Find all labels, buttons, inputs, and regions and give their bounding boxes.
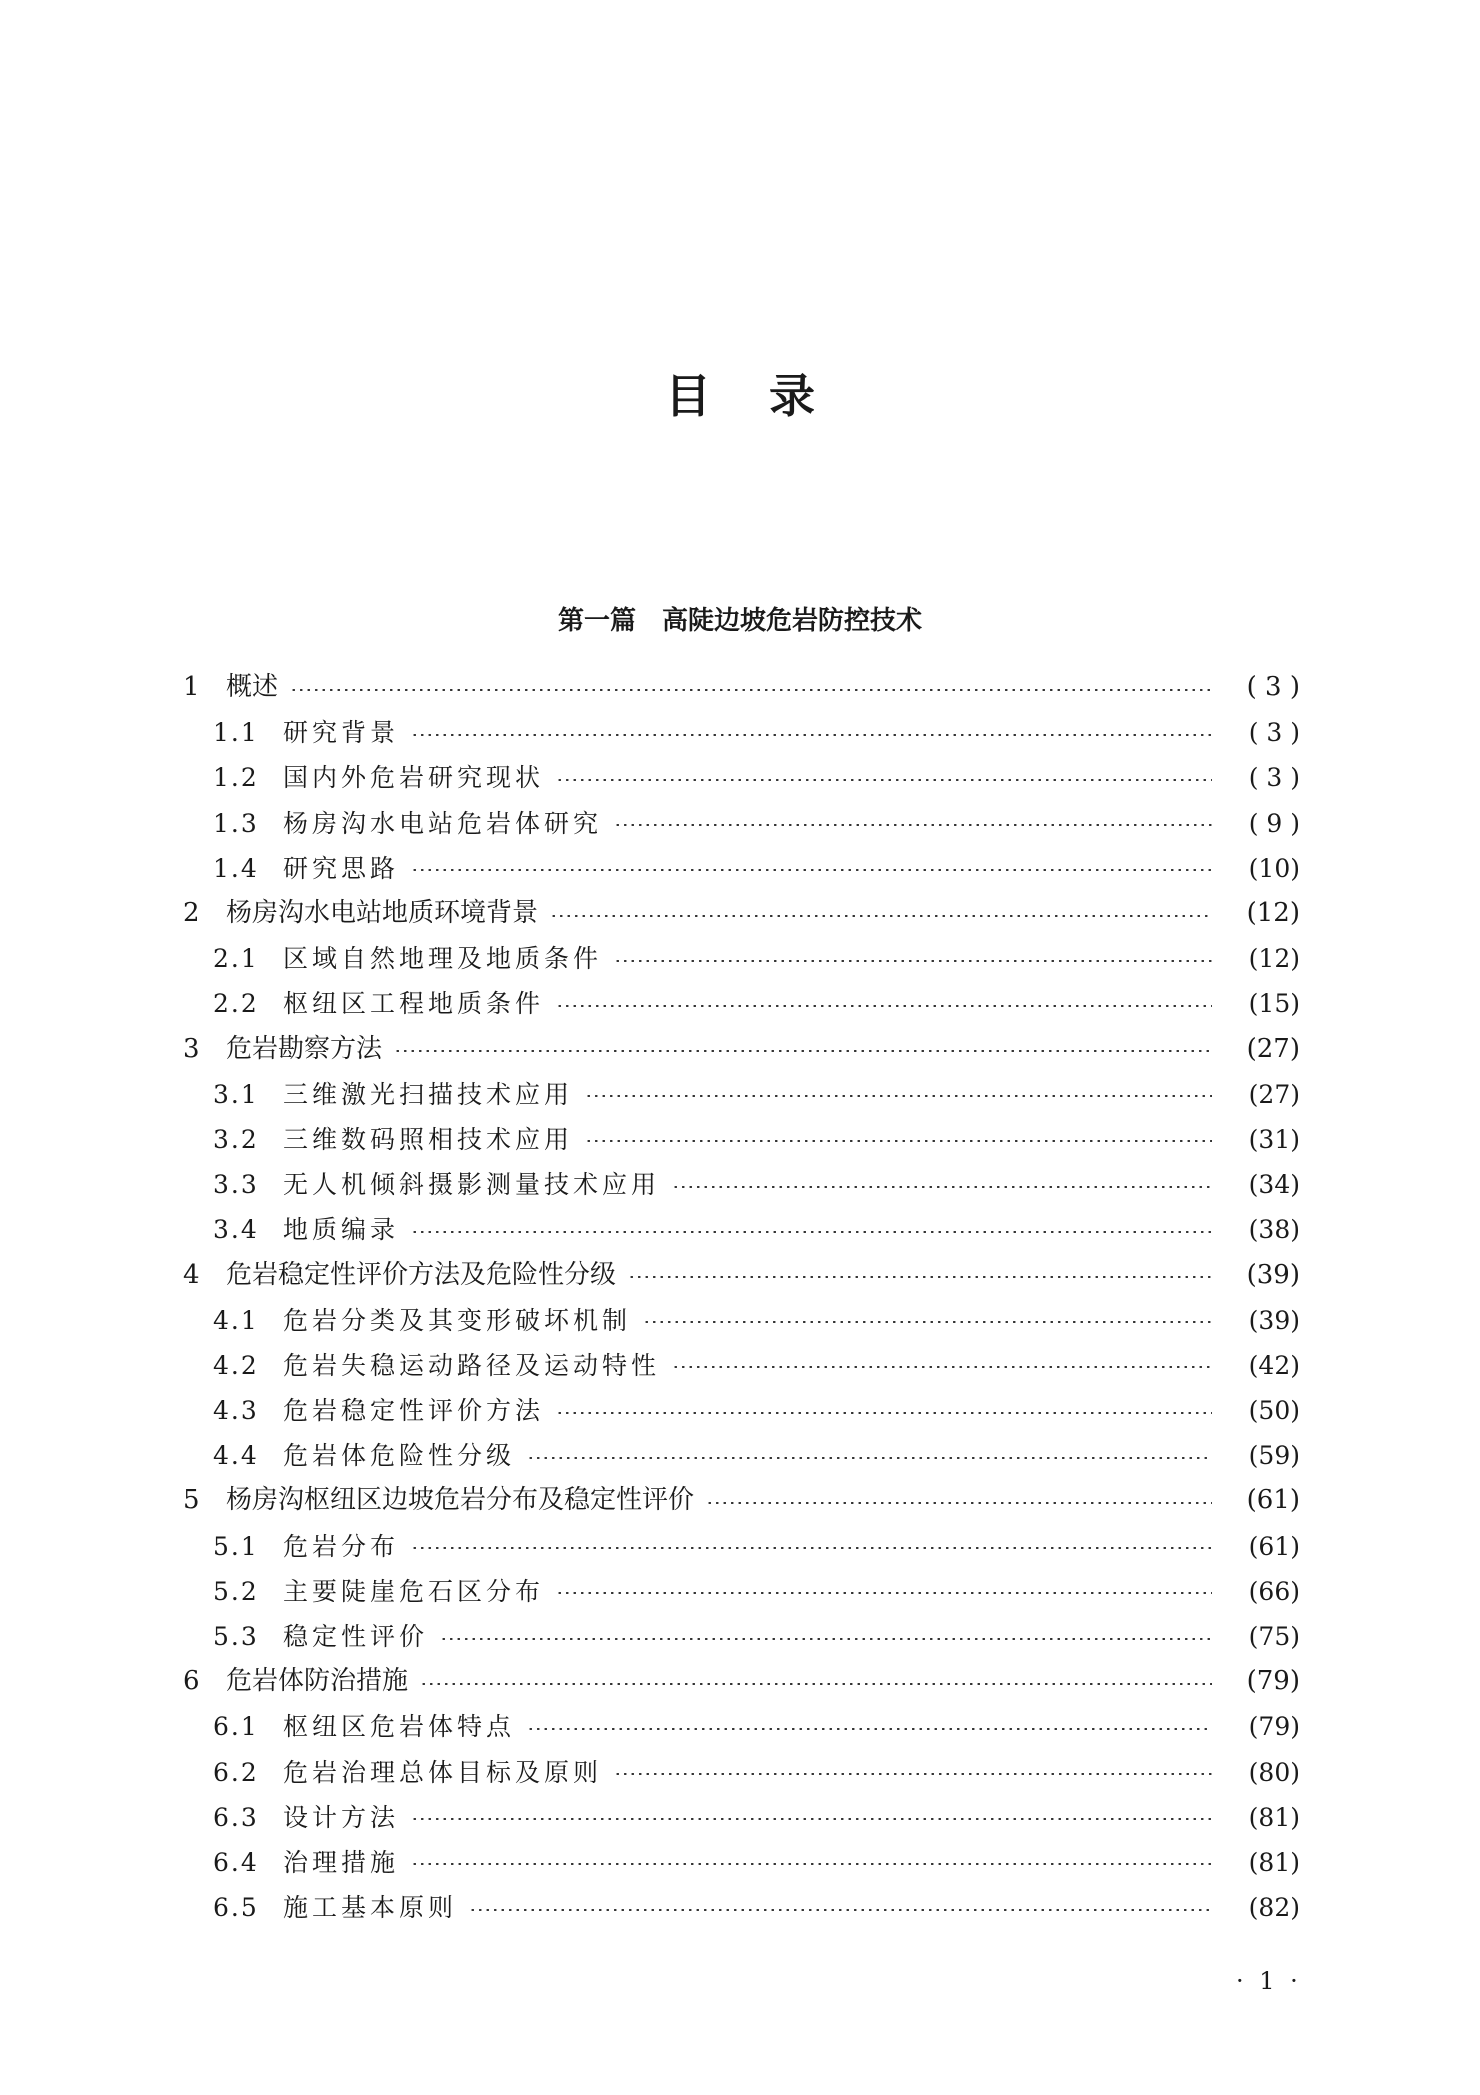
toc-dot-leader xyxy=(556,1005,1212,1007)
toc-entry-number: 3.2 xyxy=(213,1124,259,1154)
toc-entry-number: 4.1 xyxy=(213,1305,259,1335)
toc-section-entry[interactable] xyxy=(183,1569,1300,1614)
toc-entry-title: 地质编录 xyxy=(283,1215,400,1245)
toc-entry-number: 3.1 xyxy=(213,1079,259,1109)
toc-section-entry[interactable] xyxy=(183,1117,1300,1162)
toc-entry-number: 3.4 xyxy=(213,1215,259,1245)
toc-entry-title: 危岩勘察方法 xyxy=(226,1033,383,1064)
toc-entry-page: (10) xyxy=(1248,853,1300,883)
toc-entry-title: 危岩稳定性评价方法及危险性分级 xyxy=(226,1259,617,1290)
toc-section-entry[interactable] xyxy=(183,755,1300,800)
toc-section-entry[interactable] xyxy=(183,1298,1300,1343)
toc-entry-title: 枢纽区危岩体特点 xyxy=(283,1712,516,1742)
toc-entry-title: 三维数码照相技术应用 xyxy=(283,1124,574,1154)
toc-entry-title: 稳定性评价 xyxy=(283,1622,429,1652)
toc-section-entry[interactable] xyxy=(183,1072,1300,1117)
toc-section-entry[interactable] xyxy=(183,1614,1300,1659)
toc-section-entry[interactable] xyxy=(183,1343,1300,1388)
toc-section-entry[interactable] xyxy=(183,801,1300,846)
toc-entry-page: (79) xyxy=(1246,1666,1300,1697)
toc-dot-leader xyxy=(706,1502,1212,1504)
toc-entry-page: (39) xyxy=(1248,1305,1300,1335)
toc-entry-title: 概述 xyxy=(226,672,279,703)
toc-entry-title: 杨房沟枢纽区边坡危岩分布及稳定性评价 xyxy=(226,1485,695,1516)
toc-entry-page: (42) xyxy=(1248,1350,1300,1380)
toc-dot-leader xyxy=(440,1638,1212,1640)
toc-section-entry[interactable] xyxy=(183,981,1300,1026)
toc-dot-leader xyxy=(411,1863,1212,1865)
toc-entry-title: 主要陡崖危石区分布 xyxy=(283,1576,545,1606)
toc-entry-title: 研究思路 xyxy=(283,853,400,883)
toc-dot-leader xyxy=(550,915,1212,917)
toc-entry-number: 4.2 xyxy=(213,1350,259,1380)
toc-dot-leader xyxy=(527,1457,1212,1459)
toc-chapter-entry[interactable] xyxy=(183,1027,1300,1072)
toc-entry-number: 5.1 xyxy=(213,1531,259,1561)
toc-dot-leader xyxy=(556,1592,1212,1594)
toc-chapter-entry[interactable] xyxy=(183,1252,1300,1297)
toc-dot-leader xyxy=(394,1050,1212,1052)
toc-entry-number: 2.1 xyxy=(213,944,259,974)
toc-entry-title: 施工基本原则 xyxy=(283,1893,458,1923)
toc-dot-leader xyxy=(411,1547,1212,1549)
toc-entry-title: 危岩分类及其变形破坏机制 xyxy=(283,1305,632,1335)
toc-entry-title: 危岩分布 xyxy=(283,1531,400,1561)
toc-section-entry[interactable] xyxy=(183,1524,1300,1569)
toc-dot-leader xyxy=(614,1773,1212,1775)
toc-dot-leader xyxy=(556,1412,1212,1414)
toc-entry-page: (12) xyxy=(1246,898,1300,929)
toc-entry-page: ( 3 ) xyxy=(1248,718,1300,748)
toc-section-entry[interactable] xyxy=(183,1207,1300,1252)
toc-entry-page: (81) xyxy=(1248,1802,1300,1832)
toc-dot-leader xyxy=(614,960,1212,962)
toc-entry-number: 1.3 xyxy=(213,808,259,838)
toc-entry-page: (27) xyxy=(1246,1033,1300,1064)
toc-entry-title: 研究背景 xyxy=(283,718,400,748)
toc-dot-leader xyxy=(420,1683,1212,1685)
toc-entry-page: (38) xyxy=(1248,1215,1300,1245)
toc-section-entry[interactable] xyxy=(183,710,1300,755)
toc-entry-number: 3.3 xyxy=(213,1170,259,1200)
toc-entry-page: (59) xyxy=(1248,1441,1300,1471)
toc-entry-title: 国内外危岩研究现状 xyxy=(283,763,545,793)
toc-chapter-entry[interactable] xyxy=(183,1478,1300,1523)
toc-section-entry[interactable] xyxy=(183,1795,1300,1840)
toc-entry-number: 4 xyxy=(183,1259,200,1290)
table-of-contents xyxy=(183,665,1300,1930)
toc-dot-leader xyxy=(672,1366,1212,1368)
toc-dot-leader xyxy=(628,1276,1212,1278)
toc-section-entry[interactable] xyxy=(183,1840,1300,1885)
toc-section-entry[interactable] xyxy=(183,846,1300,891)
toc-dot-leader xyxy=(585,1095,1212,1097)
toc-entry-number: 3 xyxy=(183,1033,200,1064)
toc-chapter-entry[interactable] xyxy=(183,1659,1300,1704)
toc-entry-page: ( 9 ) xyxy=(1248,808,1300,838)
toc-entry-number: 5 xyxy=(183,1485,200,1516)
toc-entry-page: (39) xyxy=(1246,1259,1300,1290)
toc-entry-page: (81) xyxy=(1248,1847,1300,1877)
toc-entry-number: 6 xyxy=(183,1666,200,1697)
toc-entry-page: ( 3 ) xyxy=(1246,672,1300,703)
toc-dot-leader xyxy=(643,1321,1212,1323)
toc-entry-number: 6.2 xyxy=(213,1757,259,1787)
page-number: · 1 · xyxy=(1236,1967,1302,1995)
toc-entry-page: (79) xyxy=(1248,1712,1300,1742)
toc-entry-number: 1.2 xyxy=(213,763,259,793)
toc-dot-leader xyxy=(614,824,1212,826)
toc-entry-title: 三维激光扫描技术应用 xyxy=(283,1079,574,1109)
toc-dot-leader xyxy=(290,689,1212,691)
toc-entry-number: 4.4 xyxy=(213,1441,259,1471)
toc-entry-page: (34) xyxy=(1248,1170,1300,1200)
toc-chapter-entry[interactable] xyxy=(183,665,1300,710)
toc-entry-page: ( 3 ) xyxy=(1248,763,1300,793)
toc-entry-number: 2 xyxy=(183,898,200,929)
toc-entry-number: 6.4 xyxy=(213,1847,259,1877)
toc-entry-number: 6.3 xyxy=(213,1802,259,1832)
toc-dot-leader xyxy=(556,779,1212,781)
toc-entry-page: (66) xyxy=(1248,1576,1300,1606)
toc-section-entry[interactable] xyxy=(183,936,1300,981)
toc-entry-number: 5.3 xyxy=(213,1622,259,1652)
toc-chapter-entry[interactable] xyxy=(183,891,1300,936)
toc-section-entry[interactable] xyxy=(183,1704,1300,1749)
toc-entry-page: (75) xyxy=(1248,1622,1300,1652)
toc-entry-number: 2.2 xyxy=(213,989,259,1019)
toc-entry-page: (82) xyxy=(1248,1893,1300,1923)
toc-dot-leader xyxy=(585,1140,1212,1142)
toc-entry-page: (80) xyxy=(1248,1757,1300,1787)
toc-dot-leader xyxy=(411,1818,1212,1820)
toc-entry-page: (61) xyxy=(1246,1485,1300,1516)
toc-entry-title: 危岩稳定性评价方法 xyxy=(283,1396,545,1426)
toc-entry-title: 杨房沟水电站地质环境背景 xyxy=(226,898,539,929)
toc-section-entry[interactable] xyxy=(183,1885,1300,1930)
toc-entry-title: 治理措施 xyxy=(283,1847,400,1877)
toc-entry-number: 1.4 xyxy=(213,853,259,883)
toc-entry-page: (27) xyxy=(1248,1079,1300,1109)
toc-entry-title: 设计方法 xyxy=(283,1802,400,1832)
page-title: 目录 xyxy=(665,369,873,423)
toc-entry-title: 区域自然地理及地质条件 xyxy=(283,944,603,974)
toc-entry-page: (50) xyxy=(1248,1396,1300,1426)
toc-entry-title: 杨房沟水电站危岩体研究 xyxy=(283,808,603,838)
toc-entry-number: 1.1 xyxy=(213,718,259,748)
toc-entry-number: 4.3 xyxy=(213,1396,259,1426)
toc-entry-page: (12) xyxy=(1248,944,1300,974)
toc-section-entry[interactable] xyxy=(183,1750,1300,1795)
part-title: 第一篇 高陡边坡危岩防控技术 xyxy=(557,606,922,636)
toc-entry-page: (61) xyxy=(1248,1531,1300,1561)
toc-entry-title: 危岩治理总体目标及原则 xyxy=(283,1757,603,1787)
toc-entry-title: 危岩体危险性分级 xyxy=(283,1441,516,1471)
toc-entry-number: 6.1 xyxy=(213,1712,259,1742)
toc-dot-leader xyxy=(527,1728,1212,1730)
toc-entry-title: 危岩失稳运动路径及运动特性 xyxy=(283,1350,661,1380)
toc-entry-title: 无人机倾斜摄影测量技术应用 xyxy=(283,1170,661,1200)
toc-dot-leader xyxy=(411,869,1212,871)
toc-entry-number: 6.5 xyxy=(213,1893,259,1923)
toc-entry-page: (31) xyxy=(1248,1124,1300,1154)
toc-dot-leader xyxy=(411,1231,1212,1233)
toc-entry-title: 枢纽区工程地质条件 xyxy=(283,989,545,1019)
toc-dot-leader xyxy=(672,1186,1212,1188)
toc-entry-page: (15) xyxy=(1248,989,1300,1019)
toc-entry-title: 危岩体防治措施 xyxy=(226,1666,409,1697)
toc-section-entry[interactable] xyxy=(183,1388,1300,1433)
toc-section-entry[interactable] xyxy=(183,1162,1300,1207)
toc-section-entry[interactable] xyxy=(183,1433,1300,1478)
toc-entry-number: 5.2 xyxy=(213,1576,259,1606)
toc-dot-leader xyxy=(469,1909,1212,1911)
toc-entry-number: 1 xyxy=(183,672,200,703)
toc-dot-leader xyxy=(411,734,1212,736)
